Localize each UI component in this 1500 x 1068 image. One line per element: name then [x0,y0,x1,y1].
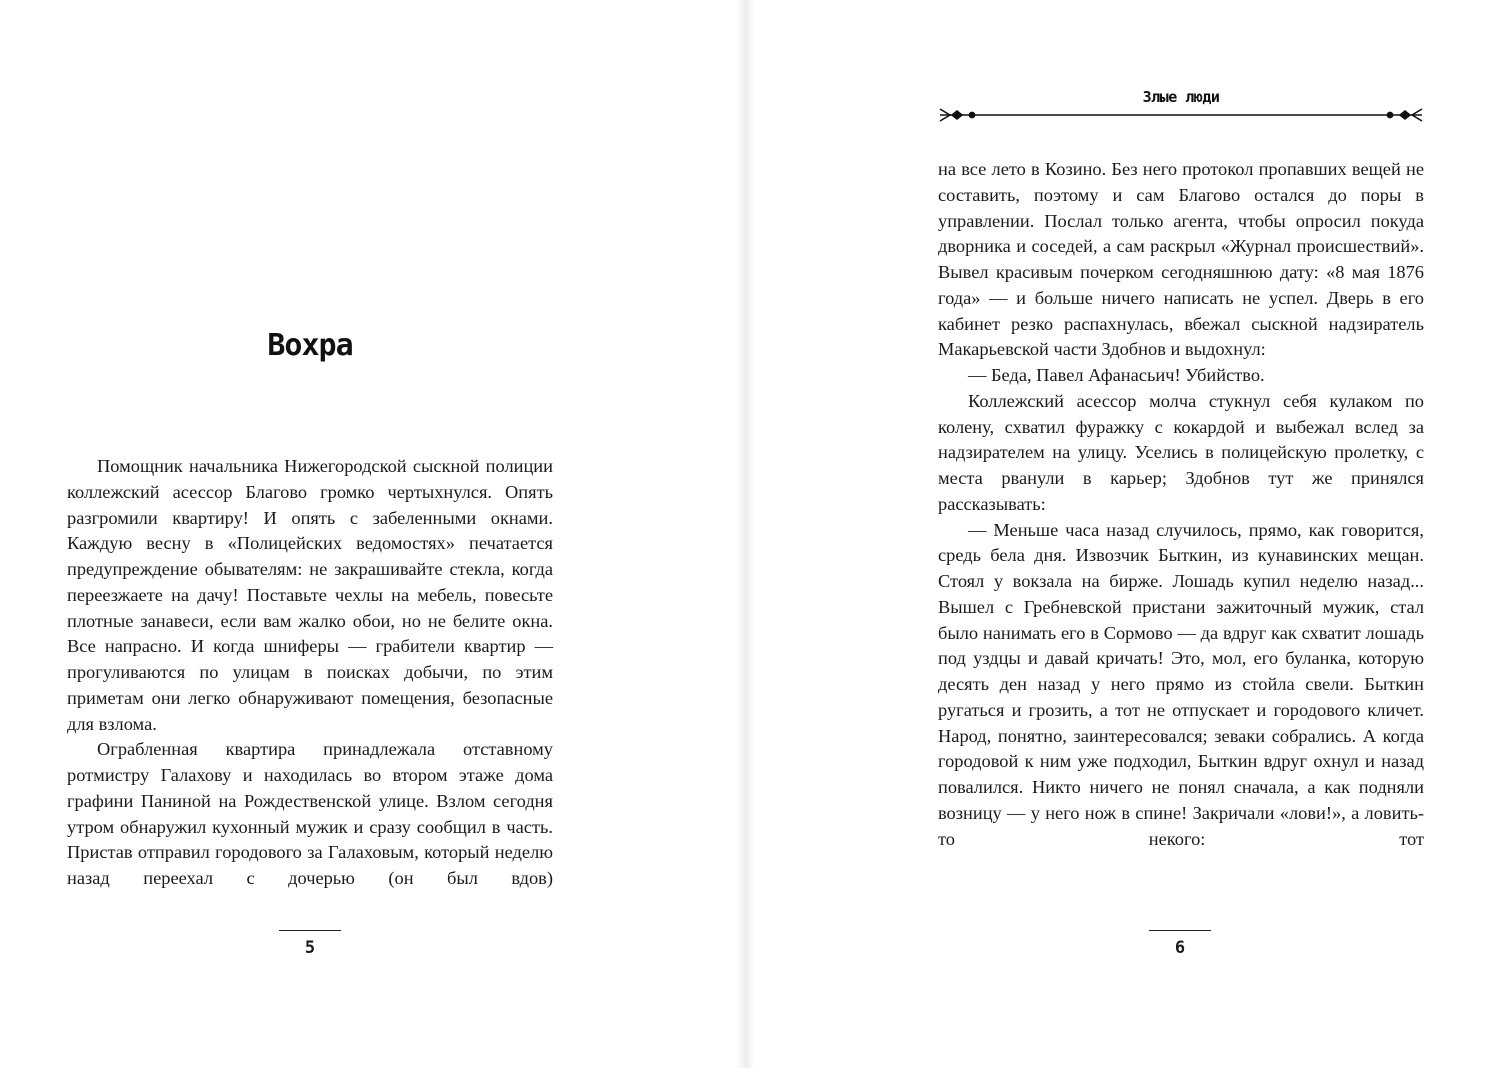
page-number: 6 [1174,938,1186,958]
left-page-body [67,454,553,892]
paragraph: Помощник начальника Нижегородской сыскной полиции коллежский асессор Благово громко чертыхнулся. Опять разгромили квартиру! И опять с забеленными окнами. Каждую весну в «Полицейских ведомостях» печатается предупреждение обывателям: не закрашивайте стекла, когда переезжаете на дачу! Поставьте чехлы на мебель, повесьте плотные занавеси, если вам жалко обои, но не белите окна. Все напрасно. И когда шниферы — грабители квартир — прогуливаются по улицам в поисках добычи, по этим приметам они легко обнаруживают помещения, безопасные для взлома. [67,456,553,734]
paragraph: — Беда, Павел Афанасьич! Убийство. [968,365,1265,385]
left-page [0,0,740,1068]
right-page [750,0,1500,1068]
paragraph: — Меньше часа назад случилось, прямо, как говорится, средь бела дня. Извозчик Быткин, из кунавинских мещан. Стоял у вокзала на бирже. Лошадь купил неделю назад... Вышел с Гребневской пристани зажиточный мужик, стал было нанимать его в Сормово — да вдруг как схватит лошадь под уздцы и давай кричать! Это, мол, его буланка, которую десять ден назад у него прямо из стойла свели. Быткин ругаться и грозить, а тот не отпускает и городового кличет. Народ, понятно, заинтересовался; зеваки собрались. А когда городовой к ним уже подходил, Быткин вдруг охнул и назад повалился. Никто ничего не понял сначала, а как подняли возницу — у него нож в спине! Закричали «лови!», а ловить-то некого: тот [938,519,1424,849]
right-page-body [938,157,1424,852]
paragraph: Коллежский асессор молча стукнул себя кулаком по колену, схватил фуражку с кокардой и выбежал вслед за надзирателем на улицу. Уселись в полицейскую пролетку, с места рванули в карьер; Здобнов тут же принялся рассказывать: [938,390,1424,514]
paragraph: Ограбленная квартира принадлежала отставному ротмистру Галахову и находилась во втором этаже дома графини Паниной на Рождественской улице. Взлом сегодня утром обнаружил кухонный мужик и сразу сообщил в часть. Пристав отправил городового за Галаховым, который неделю назад переехал с дочерью (он был вдов) [67,739,553,888]
chapter-title: Вохра [267,328,353,363]
paragraph: на все лето в Козино. Без него протокол пропавших вещей не составить, поэтому и сам Благово остался до поры в управлении. Послал только агента, чтобы опросил покуда дворника и соседей, а сам раскрыл «Журнал происшествий». Вывел красивым почерком сегодняшнюю дату: «8 мая 1876 года» — и больше ничего написать не успел. Дверь в его кабинет резко распахнулась, вбежал сыскной надзиратель Макарьевской части Здобнов и выдохнул: [938,159,1424,360]
page-number-rule [1149,930,1211,931]
running-head: Злые люди [1142,88,1220,106]
page-number-rule [279,930,341,931]
page-number: 5 [304,938,316,958]
ornament-rule [938,105,1424,125]
